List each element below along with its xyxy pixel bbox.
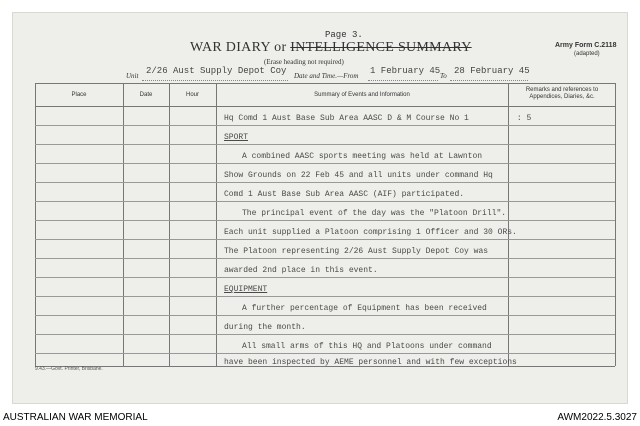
date-label: Date and Time.—From: [294, 72, 359, 80]
form-title: [190, 40, 472, 56]
entry-line: awarded 2nd place in this event.: [224, 266, 378, 275]
entry-line: The Platoon representing 2/26 Aust Supply Depot Coy was: [224, 247, 489, 256]
row-rule: [35, 125, 615, 126]
to-dotline: [450, 80, 528, 81]
entry-line: have been inspected by AEME personnel and with few exceptions: [224, 358, 517, 367]
unit-dotline: [142, 80, 288, 81]
row-rule: [35, 144, 615, 145]
to-label: To: [440, 72, 447, 80]
row-rule: [35, 277, 615, 278]
row-rule: [35, 163, 615, 164]
section-heading-equipment: EQUIPMENT: [224, 285, 268, 294]
row-rule: [35, 315, 615, 316]
row-rule: [35, 239, 615, 240]
entry-line: Hq Comd 1 Aust Base Sub Area AASC D & M Course No 1 : 5: [224, 114, 532, 123]
row-rule: [35, 334, 615, 335]
footer-accession: AWM2022.5.3027: [557, 412, 637, 423]
col-header-place: Place: [71, 92, 87, 98]
from-value: 1 February 45: [370, 66, 441, 76]
from-dotline: [368, 80, 438, 81]
col-header-remarks: Remarks and references to Appendices, Diaries, &c.: [525, 87, 599, 100]
row-rule: [35, 220, 615, 221]
entry-line: Show Grounds on 22 Feb 45 and all units under command Hq: [224, 171, 493, 180]
entry-line: Each unit supplied a Platoon comprising 1 Officer and 30 ORs.: [224, 228, 517, 237]
entry-line: Comd 1 Aust Base Sub Area AASC (AIF) participated.: [224, 190, 465, 199]
col-header-summary: Summary of Events and Information: [314, 92, 410, 98]
row-rule: [35, 258, 615, 259]
entry-line: All small arms of this HQ and Platoons under command: [242, 342, 492, 351]
entry-line: A combined AASC sports meeting was held at Lawnton: [242, 152, 483, 161]
footer-institution: AUSTRALIAN WAR MEMORIAL: [3, 412, 148, 423]
printer-imprint: 9.43.—Govt. Printer, Brisbane.: [35, 366, 103, 372]
table-top-rule: [35, 83, 615, 84]
row-rule: [35, 201, 615, 202]
entry-line: The principal event of the day was the "Platoon Drill".: [242, 209, 507, 218]
row-rule: [35, 353, 615, 354]
form-id: Army Form C.2118: [555, 42, 617, 49]
entry-line: A further percentage of Equipment has been received: [242, 304, 487, 313]
col-rule-5: [615, 83, 616, 366]
to-value: 28 February 45: [454, 66, 530, 76]
row-rule: [35, 296, 615, 297]
col-header-hour: Hour: [185, 92, 199, 98]
section-heading-sport: SPORT: [224, 133, 249, 142]
page-number: Page 3.: [325, 30, 363, 40]
header-bottom-rule: [35, 106, 615, 107]
col-header-date: Date: [139, 92, 153, 98]
entry-line: during the month.: [224, 323, 306, 332]
form-note: (adapted): [574, 51, 600, 57]
row-rule: [35, 182, 615, 183]
title-struck: INTELLIGENCE SUMMARY: [290, 40, 472, 55]
title-prefix: WAR DIARY or: [190, 40, 287, 55]
unit-label: Unit: [126, 72, 139, 80]
unit-value: 2/26 Aust Supply Depot Coy: [146, 66, 287, 76]
erase-note: (Erase heading not required): [264, 58, 344, 66]
